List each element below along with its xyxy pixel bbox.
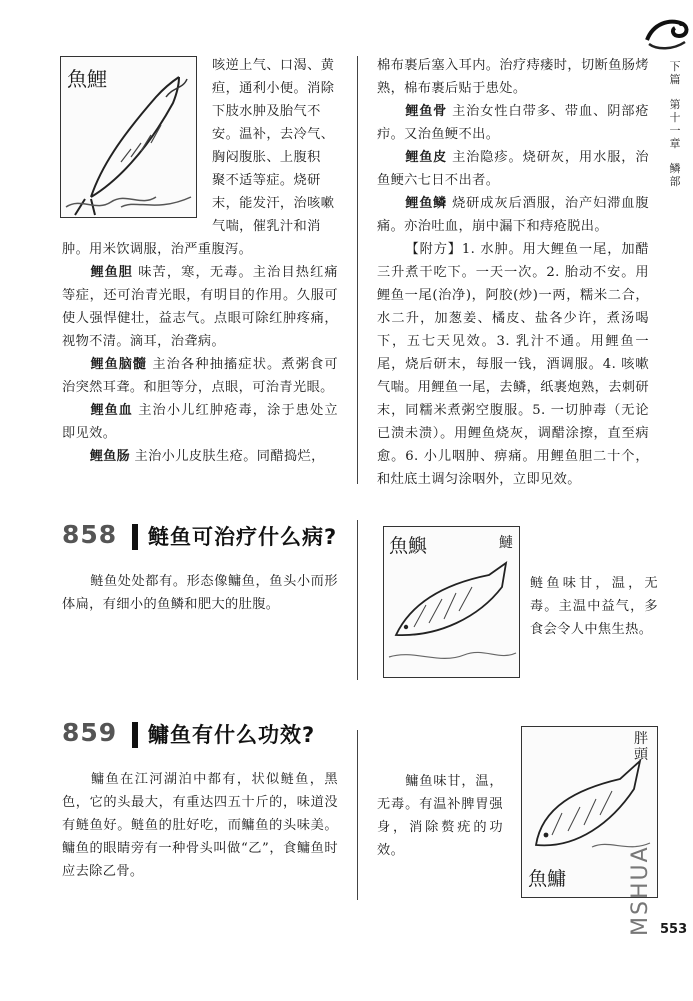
section-858-title: 鲢鱼可治疗什么病? [148, 525, 338, 549]
carp-intestine-cont: 棉布裹后塞入耳内。治疗痔瘘时，切断鱼肠烤熟，棉布裹后贴于患处。 [377, 58, 649, 96]
section-859-aside: 鳙鱼味甘，温，无毒。有温补脾胃强身，消除赘疣的功效。 [377, 774, 503, 858]
carp-column-2 [377, 54, 649, 491]
carp-bone-entry: 鲤鱼骨 主治女性白带多、带血、阴部疮疖。又治鱼鲠不出。 [377, 104, 649, 142]
bighead-carp-caption: 魚鱅 [528, 868, 567, 890]
carp-skin-entry: 鲤鱼皮 主治隐疹。烧研灰，用水服，治鱼鲠六七日不出者。 [377, 150, 649, 188]
bighead-carp-label: 胖頭 [634, 731, 648, 763]
carp-intro-tail: 肿。用米饮调服，治严重腹泻。 [62, 242, 253, 257]
dragon-ornament-icon [643, 10, 691, 52]
carp-illustration [60, 56, 197, 218]
carp-brain-entry: 鲤鱼脑髓 主治各种抽搐症状。煮粥食可治突然耳聋。和胆等分，点眼，可治青光眼。 [62, 357, 339, 395]
section-858-bar [132, 524, 138, 550]
page-number: 553 [660, 922, 688, 937]
carp-blood-entry: 鲤鱼血 主治小儿红肿疮毒，涂于患处立即见效。 [62, 403, 339, 441]
carp-appendix: 【附方】1. 水肿。用大鲤鱼一尾，加醋三升煮干吃下。一天一次。2. 胎动不安。用鲤鱼一尾(治净)，阿胶(炒)一两，糯米二合，水二升，加葱姜、橘皮、盐各少许，煮汤喝下，五七天见效。3. 乳汁不通。用鲤鱼一尾，烧后研末，每服一钱，酒调服。4. 咳嗽气喘。用鲤鱼一尾，去鳞，纸裹炮熟，去刺研末，同糯米煮粥空腹服。5. 一切肿毒（无论已溃未溃）。用鲤鱼烧灰，调醋涂擦，直至病愈。6. 小儿咽肿、痹痛。用鲤鱼胆二十个，和灶底土调匀涂咽外，立即见效。 [377, 242, 649, 487]
silver-carp-caption: 魚鱮 [389, 535, 428, 557]
carp-intro-lines: 咳逆上气、口渴、黄 疸，通利小便。消除 下肢水肿及胎气不 安。温补，去冷气、 胸闷腹胀、上腹积 聚不适等症。烧研 末，能发汗，治咳嗽 气喘，催乳汁和消 [212, 58, 335, 234]
section-859-bar [132, 722, 138, 748]
section-859-body: 鳙鱼在江河湖泊中都有，状似鲢鱼，黑色，它的头最大，有重达四五十斤的，味道没有鲢鱼好。鲢鱼的肚好吃，而鳙鱼的头味美。鳙鱼的眼睛旁有一种骨头叫做“乙”，食鳙鱼时应去除乙骨。 [62, 772, 338, 879]
part-label: 下篇 [669, 60, 681, 86]
watermark: MSHUA [628, 845, 653, 936]
chapter-label: 第十一章 [669, 98, 681, 150]
carp-gallbladder-entry: 鲤鱼胆 味苦，寒，无毒。主治目热红痛等症，还可治青光眼，有明目的作用。久服可使人强悍健壮，益志气。点眼可除红肿疼痛，视物不清。滴耳，治聋病。 [62, 265, 339, 349]
column-divider-858 [357, 520, 358, 680]
silver-carp-label: 鰱 [499, 535, 513, 551]
section-859-number: 859 [62, 718, 118, 747]
carp-column-1 [62, 238, 338, 468]
column-divider-top [357, 56, 358, 484]
section-858-aside: 鲢鱼味甘，温，无毒。主温中益气，多食会令人中焦生热。 [530, 576, 658, 637]
carp-caption: 魚鯉 [67, 67, 107, 91]
carp-intestine-entry: 鲤鱼肠 主治小儿皮肤生疮。同醋捣烂， [90, 449, 325, 464]
carp-scale-entry: 鲤鱼鳞 烧研成灰后酒服，治产妇滞血腹痛。亦治吐血，崩中漏下和痔疮脱出。 [377, 196, 649, 234]
category-label: 鳞部 [669, 162, 681, 188]
section-858-number: 858 [62, 520, 118, 549]
section-859-title: 鳙鱼有什么功效? [148, 723, 316, 747]
section-858-body: 鲢鱼处处都有。形态像鳙鱼，鱼头小而形体扁，有细小的鱼鳞和肥大的肚腹。 [62, 574, 338, 612]
column-divider-859 [357, 730, 358, 900]
silver-carp-illustration [383, 526, 520, 678]
